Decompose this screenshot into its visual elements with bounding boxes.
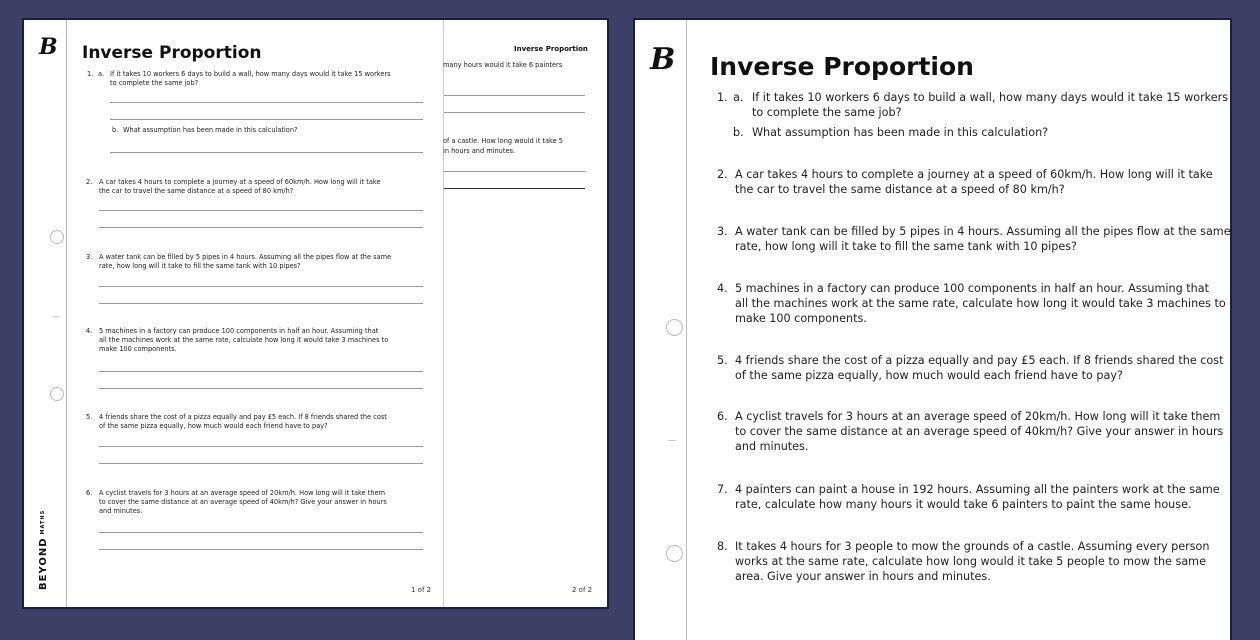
question-text: What assumption has been made in this calculation? (123, 126, 298, 134)
question-text: make 100 components. (735, 312, 867, 325)
page2-fragment: in hours and minutes. (443, 147, 516, 155)
page2-fragment: many hours would it take 6 painters (443, 61, 563, 69)
question-text: of the same pizza equally, how much would each friend have to pay? (99, 422, 328, 430)
question-number: 6. (86, 489, 93, 497)
question-number: 2. (717, 168, 728, 181)
question-text: and minutes. (99, 507, 143, 515)
answer-line (99, 227, 423, 228)
question-number: 8. (717, 540, 728, 553)
answer-line (444, 112, 585, 113)
question-text: 5 machines in a factory can produce 100 components in half an hour. Assuming that (99, 327, 379, 335)
answer-line (99, 388, 423, 389)
question-text: area. Give your answer in hours and minutes. (735, 570, 991, 583)
question-text: 4 friends share the cost of a pizza equally and pay £5 each. If 8 friends shared the cost (99, 413, 387, 421)
question-text: 4 painters can paint a house in 192 hours. Assuming all the painters work at the same (735, 483, 1220, 496)
question-text: A water tank can be filled by 5 pipes in 4 hours. Assuming all the pipes flow at the same (735, 225, 1231, 238)
punch-hole (666, 545, 683, 562)
answer-line (99, 463, 423, 464)
question-number: 6. (717, 410, 728, 423)
question-number: 7. (717, 483, 728, 496)
question-text: and minutes. (735, 440, 809, 453)
question-text: to complete the same job? (752, 106, 902, 119)
question-part: a. (98, 70, 105, 78)
question-number: 3. (86, 253, 93, 261)
question-text: A cyclist travels for 3 hours at an average speed of 20km/h. How long will it take them (99, 489, 386, 497)
answer-line (99, 532, 423, 533)
question-text: rate, calculate how many hours it would take 6 painters to paint the same house. (735, 498, 1192, 511)
page-divider (443, 20, 444, 607)
brand-name: BEYOND (38, 537, 49, 590)
question-part: b. (112, 126, 119, 134)
beyond-logo-icon: B (650, 42, 676, 77)
answer-line (110, 119, 423, 120)
question-text: make 100 components. (99, 345, 177, 353)
answer-line (99, 446, 423, 447)
question-text: rate, how long will it take to fill the same tank with 10 pipes? (735, 240, 1077, 253)
page-title: Inverse Proportion (82, 43, 262, 63)
answer-line (110, 152, 423, 153)
beyond-maths-brand (38, 510, 49, 590)
question-number: 2. (86, 178, 93, 186)
question-text: works at the same rate, calculate how long would it take 5 people to mow the same (735, 555, 1206, 568)
question-text: 4 friends share the cost of a pizza equally and pay £5 each. If 8 friends shared the cost (735, 354, 1224, 367)
question-number: 1. (87, 70, 94, 78)
page-number: 2 of 2 (572, 586, 593, 594)
question-text: A cyclist travels for 3 hours at an average speed of 20km/h. How long will it take them (735, 410, 1221, 423)
answer-line (99, 286, 423, 287)
fold-mark (52, 316, 60, 317)
margin-line (66, 20, 67, 607)
answer-line (444, 95, 585, 96)
question-text: 5 machines in a factory can produce 100 components in half an hour. Assuming that (735, 282, 1209, 295)
question-number: 4. (717, 282, 728, 295)
question-text: It takes 4 hours for 3 people to mow the grounds of a castle. Assuming every person (735, 540, 1210, 553)
answer-line (99, 371, 423, 372)
question-number: 3. (717, 225, 728, 238)
question-text: A water tank can be filled by 5 pipes in 4 hours. Assuming all the pipes flow at the same (99, 253, 392, 261)
answer-line (444, 188, 585, 189)
punch-hole (666, 319, 683, 336)
question-text: If it takes 10 workers 6 days to build a wall, how many days would it take 15 workers (752, 91, 1229, 104)
question-text: the car to travel the same distance at a speed of 80 km/h? (99, 187, 294, 195)
question-text: all the machines work at the same rate, calculate how long it would take 3 machines to (735, 297, 1226, 310)
answer-line (444, 171, 585, 172)
answer-line (110, 102, 423, 103)
question-part: b. (733, 126, 744, 139)
question-text: What assumption has been made in this calculation? (752, 126, 1049, 139)
question-number: 4. (86, 327, 93, 335)
question-text: to cover the same distance at an average speed of 40km/h? Give your answer in hours (735, 425, 1224, 438)
question-text: to complete the same job? (110, 79, 199, 87)
question-part: a. (733, 91, 744, 104)
page2-header: Inverse Proportion (514, 45, 588, 53)
question-text: to cover the same distance at an average speed of 40km/h? Give your answer in hours (99, 498, 387, 506)
punch-hole (50, 387, 64, 401)
page-number: 1 of 2 (411, 586, 432, 594)
answer-line (99, 303, 423, 304)
question-text: the car to travel the same distance at a speed of 80 km/h? (735, 183, 1065, 196)
margin-line (686, 20, 687, 640)
fold-mark (668, 440, 676, 441)
question-text: rate, how long will it take to fill the same tank with 10 pipes? (99, 262, 301, 270)
question-text: all the machines work at the same rate, calculate how long it would take 3 machines to (99, 336, 389, 344)
question-text: A car takes 4 hours to complete a journey at a speed of 60km/h. How long will it take (99, 178, 381, 186)
beyond-logo-icon: B (39, 34, 58, 60)
answer-line (99, 549, 423, 550)
answer-line (99, 210, 423, 211)
page2-fragment: of a castle. How long would it take 5 (443, 137, 563, 145)
question-text: of the same pizza equally, how much would each friend have to pay? (735, 369, 1123, 382)
punch-hole (50, 230, 64, 244)
worksheet-preview-two-pages (24, 20, 607, 607)
question-text: If it takes 10 workers 6 days to build a wall, how many days would it take 15 workers (110, 70, 391, 78)
question-number: 1. (717, 91, 728, 104)
page-title: Inverse Proportion (710, 52, 974, 81)
worksheet-page (635, 20, 1230, 640)
brand-sub: MATHS (40, 509, 46, 535)
question-text: A car takes 4 hours to complete a journey at a speed of 60km/h. How long will it take (735, 168, 1213, 181)
question-number: 5. (717, 354, 728, 367)
question-number: 5. (86, 413, 93, 421)
